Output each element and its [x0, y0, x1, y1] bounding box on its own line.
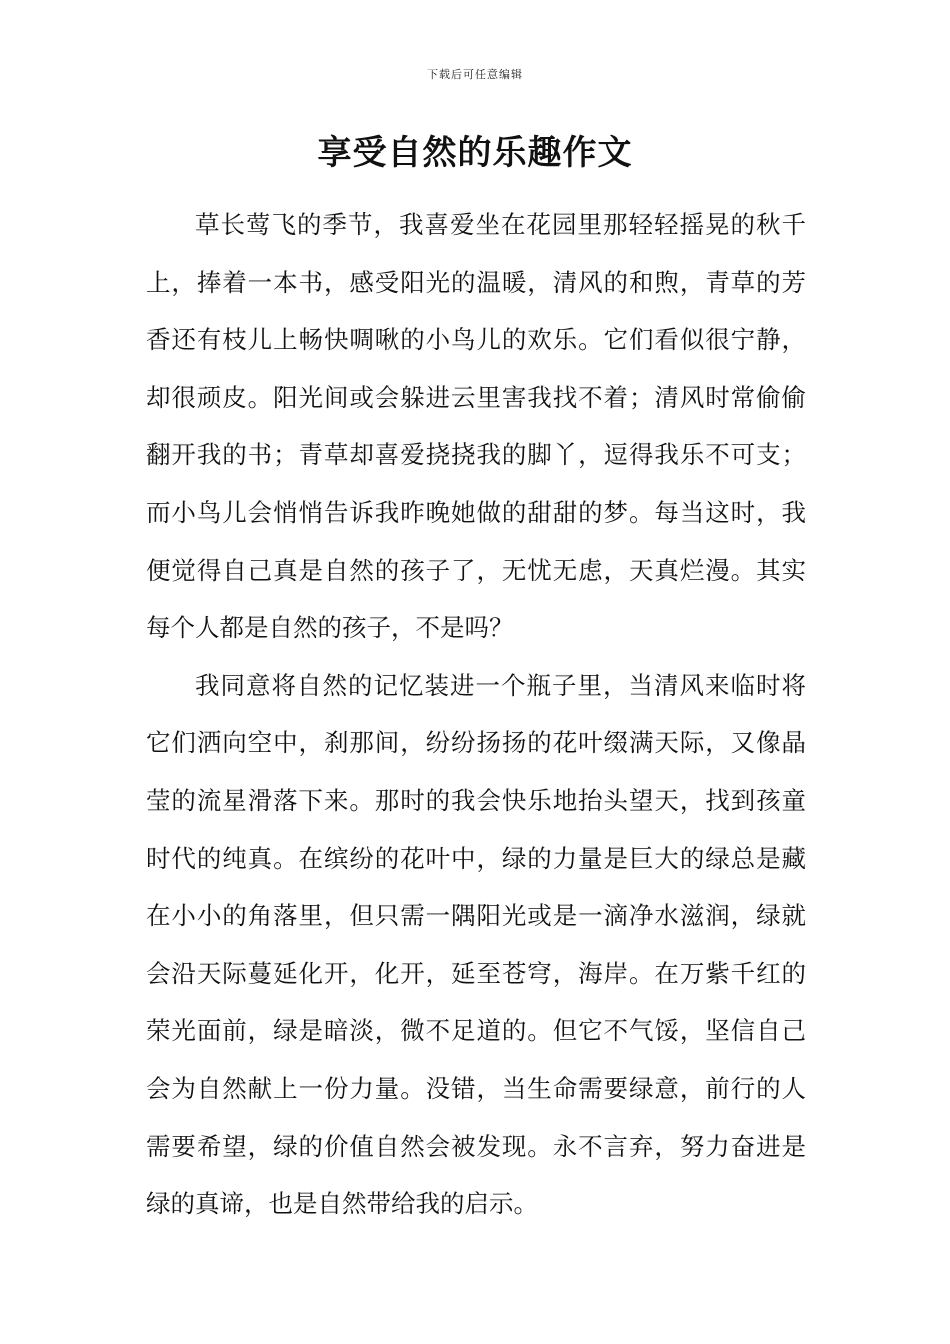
- paragraph-1: 草长莺飞的季节，我喜爱坐在花园里那轻轻摇晃的秋千上，捧着一本书，感受阳光的温暖，清风的和煦，青草的芳香还有枝儿上畅快啁啾的小鸟儿的欢乐。它们看似很宁静，却很顽皮。阳光间或会躲进云里害我找不着；清风时常偷偷翻开我的书；青草却喜爱挠挠我的脚丫，逗得我乐不可支；而小鸟儿会悄悄告诉我昨晚她做的甜甜的梦。每当这时，我便觉得自己真是自然的孩子了，无忧无虑，天真烂漫。其实每个人都是自然的孩子，不是吗？: [146, 210, 806, 643]
- document-body: [146, 196, 806, 1233]
- paragraph-2: 我同意将自然的记忆装进一个瓶子里，当清风来临时将它们洒向空中，刹那间，纷纷扬扬的花叶缀满天际，又像晶莹的流星滑落下来。那时的我会快乐地抬头望天，找到孩童时代的纯真。在缤纷的花叶中，绿的力量是巨大的绿总是藏在小小的角落里，但只需一隅阳光或是一滴净水滋润，绿就会沿天际蔓延化开，化开，延至苍穹，海岸。在万紫千红的荣光面前，绿是暗淡，微不足道的。但它不气馁，坚信自己会为自然献上一份力量。没错，当生命需要绿意，前行的人需要希望，绿的价值自然会被发现。永不言弃，努力奋进是绿的真谛，也是自然带给我的启示。: [146, 670, 806, 1219]
- document-title: 享受自然的乐趣作文: [317, 133, 633, 173]
- page-header-note: 下载后可任意编辑: [427, 68, 523, 81]
